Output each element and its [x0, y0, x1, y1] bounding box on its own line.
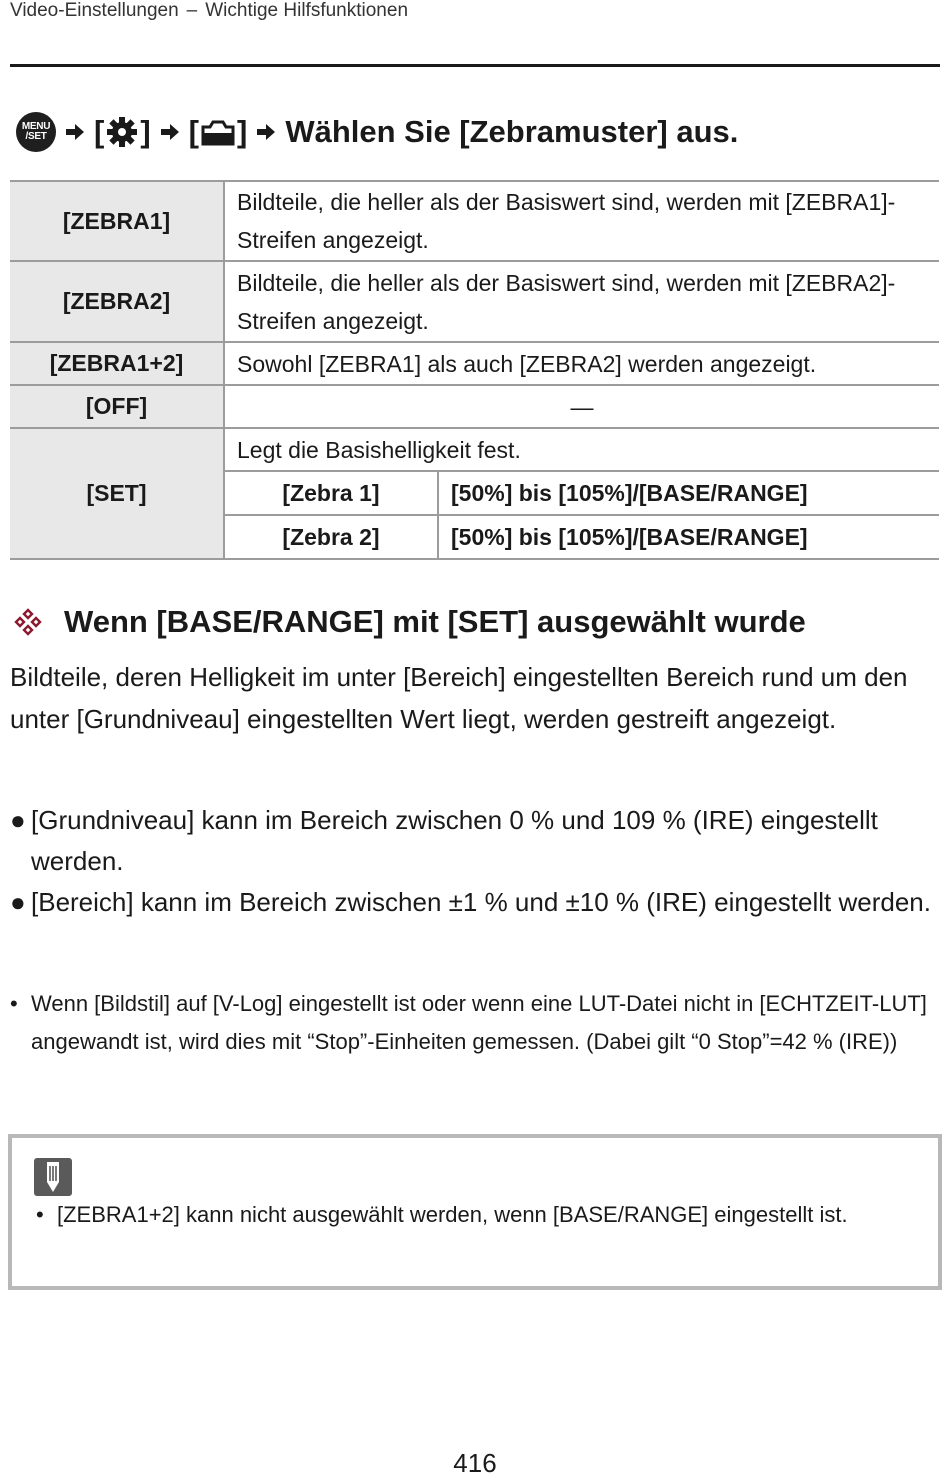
- table-key: [ZEBRA1+2]: [10, 342, 224, 385]
- zebra-settings-table: [10, 180, 939, 560]
- breadcrumb-section[interactable]: Video-Einstellungen: [10, 0, 179, 21]
- arrow-right-icon: [255, 121, 277, 143]
- table-key: [ZEBRA1]: [10, 181, 224, 261]
- table-sub-label: [Zebra 1]: [224, 471, 438, 515]
- menu-navigation-path: [16, 108, 738, 156]
- note-pencil-icon: [34, 1158, 72, 1196]
- table-row: [10, 181, 939, 261]
- table-row: [10, 428, 939, 471]
- table-description: Bildteile, die heller als der Basiswert sind, werden mit [ZEBRA1]-Streifen angezeigt.: [224, 181, 939, 261]
- page-number: 416: [453, 1448, 497, 1478]
- bullet-icon: ●: [10, 887, 26, 917]
- image-menu-bracket: [ ]: [188, 114, 248, 149]
- section-title: Wenn [BASE/RANGE] mit [SET] ausgewählt wurde: [64, 604, 806, 639]
- breadcrumb: [10, 0, 408, 22]
- list-item: ● [Bereich] kann im Bereich zwischen ±1 % und ±10 % (IRE) eingestellt werden.: [10, 882, 940, 923]
- bullet-icon: •: [10, 991, 18, 1016]
- note-box: [8, 1134, 942, 1290]
- section-body: Bildteile, deren Helligkeit im unter [Bereich] eingestellten Bereich rund um den unter [Grundniveau] eingestellten Wert liegt, werden gestreift angezeigt.: [10, 662, 908, 734]
- list-item: • Wenn [Bildstil] auf [V-Log] eingestellt ist oder wenn eine LUT-Datei nicht in [ECHTZEIT-LUT] angewandt ist, wird dies mit “Stop”-Einheiten gemessen. (Dabei gilt “0 Stop”=42 % (IRE)): [10, 985, 940, 1061]
- table-description: Sowohl [ZEBRA1] als auch [ZEBRA2] werden angezeigt.: [224, 342, 939, 385]
- breadcrumb-separator: –: [186, 0, 198, 21]
- table-description: —: [224, 385, 939, 428]
- diamond-cluster-icon: [14, 608, 42, 636]
- table-sub-label: [Zebra 2]: [224, 515, 438, 559]
- table-key: [SET]: [10, 428, 224, 559]
- table-sub-value: [50%] bis [105%]/[BASE/RANGE]: [438, 471, 939, 515]
- small-bullet-list: [10, 985, 940, 1061]
- table-row: [10, 385, 939, 428]
- arrow-right-icon: [159, 121, 181, 143]
- table-key: [ZEBRA2]: [10, 261, 224, 342]
- section-heading: [14, 604, 806, 640]
- arrow-right-icon: [64, 121, 86, 143]
- breadcrumb-chapter[interactable]: Wichtige Hilfsfunktionen: [205, 0, 409, 21]
- bullet-list: [10, 800, 940, 923]
- table-sub-value: [50%] bis [105%]/[BASE/RANGE]: [438, 515, 939, 559]
- bullet-icon: ●: [10, 805, 26, 835]
- list-item: ● [Grundniveau] kann im Bereich zwischen 0 % und 109 % (IRE) eingestellt werden.: [10, 800, 940, 882]
- bullet-icon: •: [36, 1202, 44, 1227]
- table-row: [10, 342, 939, 385]
- menu-set-icon: MENU /SET: [16, 112, 56, 152]
- instruction-text: Wählen Sie [Zebramuster] aus.: [285, 114, 739, 149]
- table-description: Legt die Basishelligkeit fest.: [224, 428, 939, 471]
- camera-icon: [201, 117, 235, 147]
- custom-menu-bracket: [ ]: [94, 114, 151, 149]
- table-key: [OFF]: [10, 385, 224, 428]
- table-row: [10, 261, 939, 342]
- list-item: • [ZEBRA1+2] kann nicht ausgewählt werden, wenn [BASE/RANGE] eingestellt ist.: [36, 1196, 916, 1234]
- gear-icon: [106, 116, 138, 148]
- note-content: [36, 1196, 916, 1234]
- header-divider: [10, 64, 940, 67]
- table-description: Bildteile, die heller als der Basiswert sind, werden mit [ZEBRA2]-Streifen angezeigt.: [224, 261, 939, 342]
